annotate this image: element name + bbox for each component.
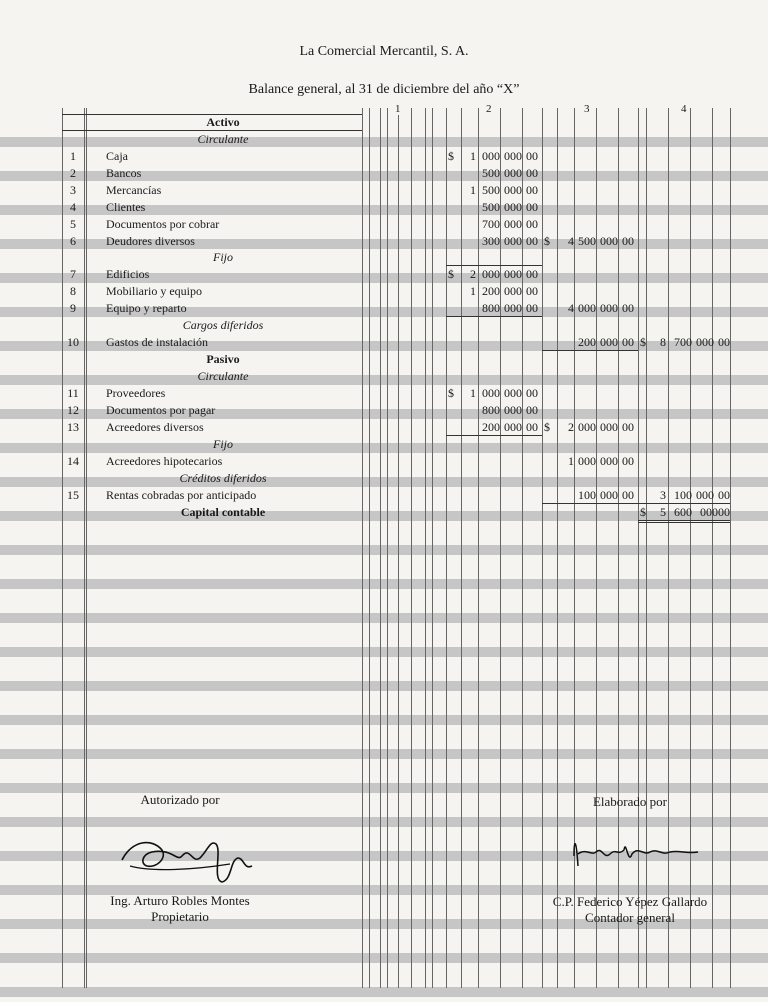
capital-underline-1 [638, 520, 730, 521]
account-number: 4 [70, 200, 76, 214]
amount-cents: 00 [622, 335, 634, 349]
amount-thousands: 300 [482, 234, 500, 248]
amount-cents: 00 [718, 488, 730, 502]
account-number: 9 [70, 301, 76, 315]
subtotal-rule [542, 350, 638, 351]
account-name: Deudores diversos [106, 234, 195, 248]
ledger-band [0, 715, 768, 725]
section-circulante: Circulante [197, 132, 249, 146]
column-rule [542, 108, 543, 988]
account-name: Gastos de instalación [106, 335, 208, 349]
capital-currency: $ [640, 505, 646, 519]
account-name: Edificios [106, 267, 150, 281]
section-creditos-diferidos: Créditos diferidos [179, 471, 267, 485]
column-rule [387, 108, 388, 988]
amount-units: 000 [504, 420, 522, 434]
amount-millions: 2 [568, 420, 574, 434]
column-rule [461, 108, 462, 988]
amount-cents: 00 [526, 217, 538, 231]
left-signatory-name: Ing. Arturo Robles Montes [110, 893, 250, 908]
signature-right [566, 826, 706, 886]
account-name: Documentos por pagar [106, 403, 216, 417]
capital-thousands: 600 [674, 505, 692, 519]
amount-thousands: 000 [482, 386, 500, 400]
amount-cents: 00 [526, 386, 538, 400]
right-signatory-name: C.P. Federico Yépez Gallardo [552, 894, 708, 909]
amount-thousands: 800 [482, 301, 500, 315]
column-rule [446, 108, 447, 988]
amount-cents: 00 [526, 267, 538, 281]
amount-thousands: 000 [578, 420, 596, 434]
column-rule [362, 108, 363, 988]
section-cargos-diferidos: Cargos diferidos [182, 318, 264, 332]
currency-sign: $ [448, 267, 454, 281]
section-circulante-pasivo: Circulante [197, 369, 249, 383]
currency-sign: $ [448, 149, 454, 163]
account-name: Bancos [106, 166, 142, 180]
amount-cents: 00 [622, 301, 634, 315]
authorized-by-label: Autorizado por [140, 792, 220, 807]
column-rule [432, 108, 433, 988]
amount-thousands: 200 [482, 284, 500, 298]
amount-cents: 00 [622, 420, 634, 434]
ledger-band [0, 545, 768, 555]
prepared-by-label: Elaborado por [592, 794, 667, 809]
section-fijo-pasivo: Fijo [213, 437, 233, 451]
amount-thousands: 800 [482, 403, 500, 417]
amount-cents: 00 [622, 234, 634, 248]
amount-units: 000 [504, 386, 522, 400]
amount-units: 000 [600, 301, 618, 315]
column-rule [712, 108, 713, 988]
column-rule [86, 108, 87, 988]
capital-units: 000 [700, 505, 718, 519]
amount-thousands: 700 [482, 217, 500, 231]
amount-cents: 00 [526, 234, 538, 248]
amount-units: 000 [504, 284, 522, 298]
amount-cents: 00 [526, 301, 538, 315]
currency-sign: $ [640, 335, 646, 349]
amount-cents: 00 [526, 200, 538, 214]
ledger-band [0, 613, 768, 623]
amount-thousands: 100 [674, 488, 692, 502]
amount-thousands: 200 [578, 335, 596, 349]
account-number: 12 [67, 403, 79, 417]
left-signatory-role: Propietario [151, 909, 209, 924]
account-number: 1 [70, 149, 76, 163]
capital-cents: 00 [718, 505, 730, 519]
account-number: 2 [70, 166, 76, 180]
amount-cents: 00 [526, 149, 538, 163]
column-rule [369, 108, 370, 988]
amount-thousands: 100 [578, 488, 596, 502]
amount-units: 000 [600, 488, 618, 502]
account-name: Equipo y reparto [106, 301, 187, 315]
ledger-band [0, 579, 768, 589]
amount-units: 000 [600, 234, 618, 248]
amount-cents: 00 [622, 488, 634, 502]
amount-cents: 00 [526, 284, 538, 298]
amount-millions: 1 [568, 454, 574, 468]
account-name: Mobiliario y equipo [106, 284, 202, 298]
account-number: 5 [70, 217, 76, 231]
account-name: Rentas cobradas por anticipado [106, 488, 257, 502]
column-number-2: 2 [486, 103, 492, 115]
account-number: 8 [70, 284, 76, 298]
account-number: 7 [70, 267, 76, 281]
section-pasivo: Pasivo [206, 352, 240, 366]
amount-millions: 3 [660, 488, 666, 502]
amount-units: 000 [600, 454, 618, 468]
amount-units: 000 [504, 183, 522, 197]
amount-units: 000 [600, 420, 618, 434]
section-activo: Activo [206, 115, 240, 129]
amount-thousands: 500 [482, 200, 500, 214]
currency-sign: $ [544, 234, 550, 248]
amount-millions: 1 [470, 149, 476, 163]
amount-units: 000 [504, 267, 522, 281]
amount-thousands: 500 [482, 166, 500, 180]
subtotal-rule [638, 503, 730, 504]
subtotal-rule [446, 435, 542, 436]
amount-millions: 4 [568, 301, 574, 315]
amount-units: 000 [504, 217, 522, 231]
ledger-band [0, 953, 768, 963]
column-rule [380, 108, 381, 988]
amount-units: 000 [504, 166, 522, 180]
account-number: 11 [67, 386, 79, 400]
amount-cents: 00 [526, 420, 538, 434]
column-number-4: 4 [681, 103, 687, 115]
amount-thousands: 500 [482, 183, 500, 197]
amount-thousands: 200 [482, 420, 500, 434]
amount-cents: 00 [526, 166, 538, 180]
amount-thousands: 000 [578, 301, 596, 315]
account-number: 14 [67, 454, 79, 468]
company-name: La Comercial Mercantil, S. A. [299, 44, 469, 59]
account-number: 10 [67, 335, 79, 349]
amount-cents: 00 [622, 454, 634, 468]
account-number: 15 [67, 488, 79, 502]
amount-units: 000 [600, 335, 618, 349]
amount-millions: 8 [660, 335, 666, 349]
amount-millions: 1 [470, 183, 476, 197]
amount-units: 000 [504, 149, 522, 163]
section-capital-contable: Capital contable [180, 505, 266, 519]
amount-millions: 2 [470, 267, 476, 281]
amount-units: 000 [504, 234, 522, 248]
column-number-1: 1 [395, 103, 401, 115]
amount-units: 000 [696, 488, 714, 502]
amount-thousands: 500 [578, 234, 596, 248]
amount-thousands: 700 [674, 335, 692, 349]
amount-units: 000 [504, 301, 522, 315]
column-rule [398, 108, 399, 988]
subtotal-rule [446, 316, 542, 317]
amount-units: 000 [696, 335, 714, 349]
column-rule [730, 108, 731, 988]
capital-underline-2 [638, 522, 730, 523]
right-signatory-role: Contador general [585, 910, 675, 925]
amount-units: 000 [504, 200, 522, 214]
account-name: Documentos por cobrar [106, 217, 220, 231]
account-number: 13 [67, 420, 79, 434]
capital-millions: 5 [660, 505, 666, 519]
ledger-band [0, 647, 768, 657]
amount-millions: 4 [568, 234, 574, 248]
subtotal-rule [542, 503, 638, 504]
amount-cents: 00 [526, 183, 538, 197]
amount-thousands: 000 [482, 267, 500, 281]
column-rule [84, 108, 85, 988]
column-rule [411, 108, 412, 988]
statement-title: Balance general, al 31 de diciembre del año “X” [248, 82, 520, 97]
ledger-band [0, 681, 768, 691]
column-number-3: 3 [584, 103, 590, 115]
amount-millions: 1 [470, 284, 476, 298]
account-name: Clientes [106, 200, 146, 214]
section-fijo: Fijo [213, 250, 233, 264]
amount-cents: 00 [718, 335, 730, 349]
account-number: 6 [70, 234, 76, 248]
account-name: Proveedores [106, 386, 166, 400]
amount-thousands: 000 [578, 454, 596, 468]
amount-units: 000 [504, 403, 522, 417]
account-name: Acreedores hipotecarios [106, 454, 223, 468]
amount-millions: 1 [470, 386, 476, 400]
account-name: Caja [106, 149, 128, 163]
currency-sign: $ [448, 386, 454, 400]
ledger-band [0, 987, 768, 997]
account-name: Mercancías [106, 183, 162, 197]
account-name: Acreedores diversos [106, 420, 204, 434]
subtotal-rule [446, 265, 542, 266]
amount-thousands: 000 [482, 149, 500, 163]
ledger-band [0, 749, 768, 759]
column-rule [425, 108, 426, 988]
signature-left [112, 820, 262, 890]
account-number: 3 [70, 183, 76, 197]
currency-sign: $ [544, 420, 550, 434]
amount-cents: 00 [526, 403, 538, 417]
